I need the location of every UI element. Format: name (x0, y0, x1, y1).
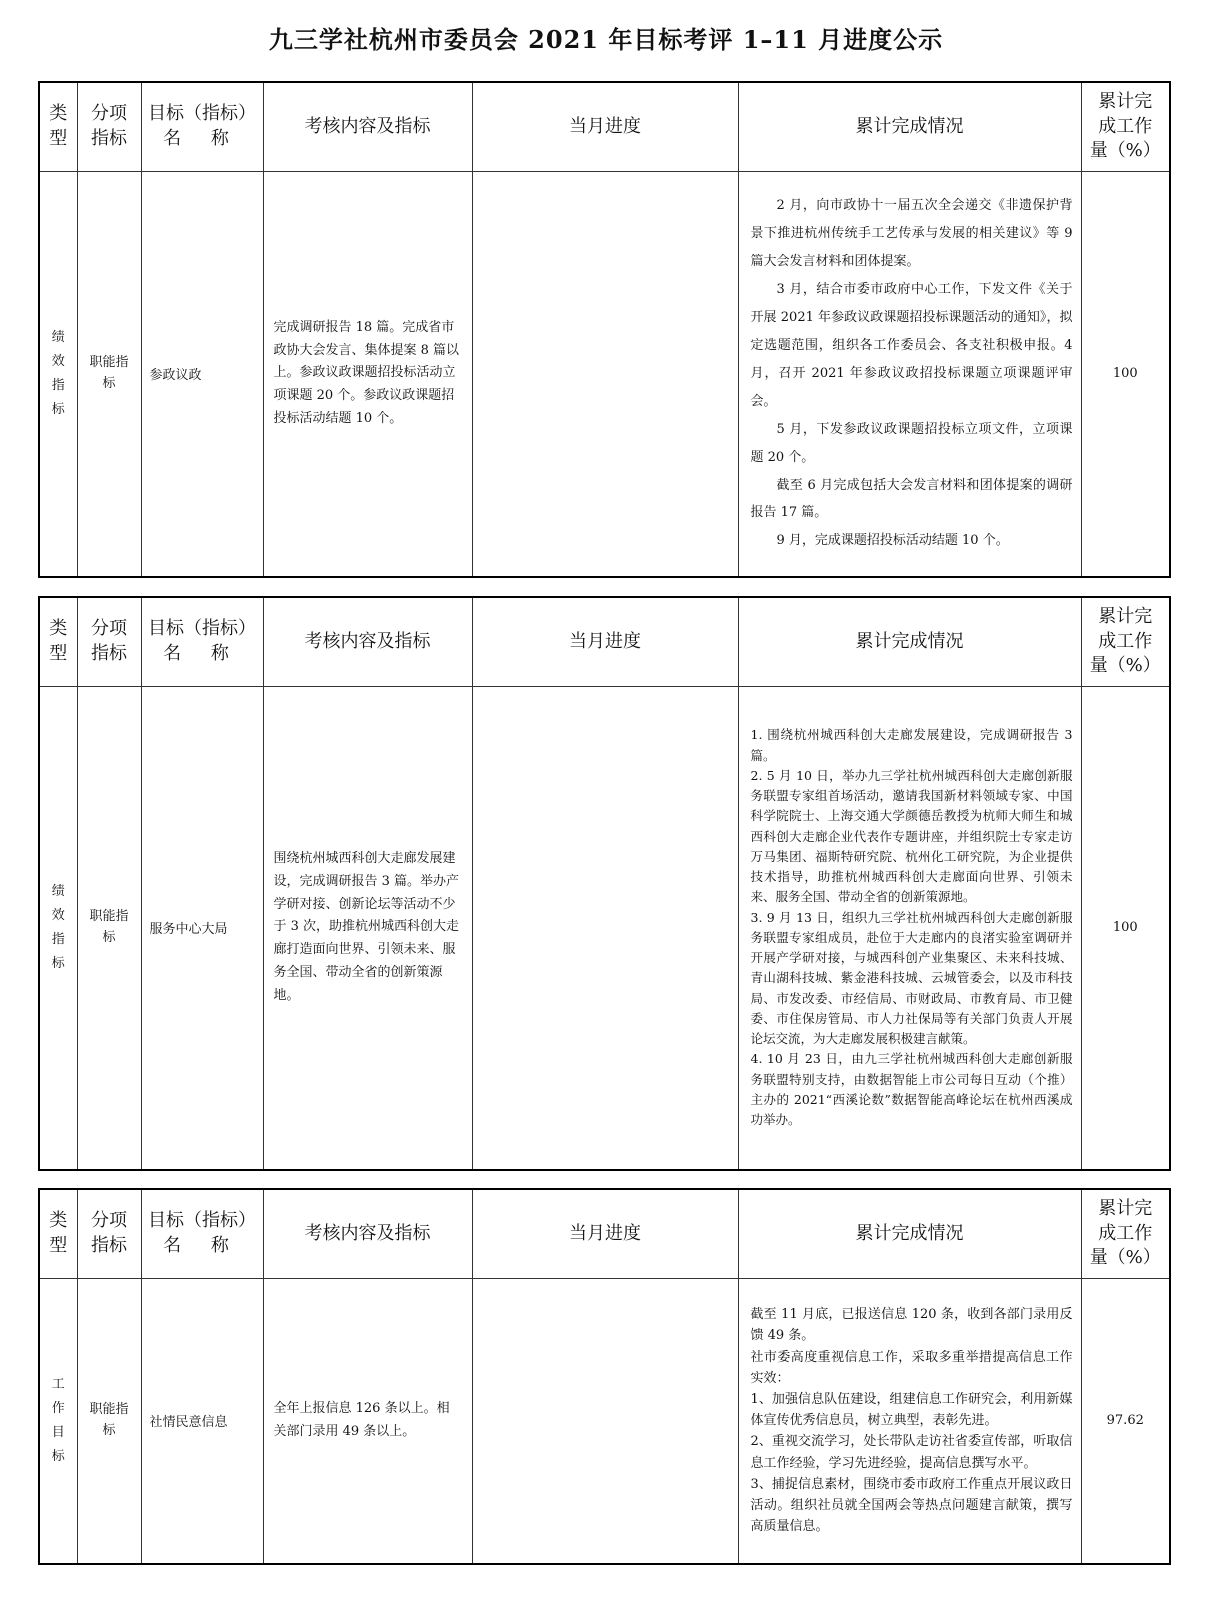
goal-name-cell: 参政议政 (141, 171, 263, 577)
cumulative-cell: 1. 围绕杭州城西科创大走廊发展建设，完成调研报告 3 篇。 2. 5 月 10 日，举办九三学社杭州城西科创大走廊创新服务联盟专家组首场活动，邀请我国新材料领域专家、中国科学院院士、上海交通大学颜德岳教授为杭师大师生和城西科创大走廊企业代表作专题讲座，并组织院士专家走访万马集团、福斯特研究院、杭州化工研究院，为企业提供技术指导，助推杭州城西科创大走廊面向世界、引领未来、服务全国、带动全省的创新策源地。 3. 9 月 13 日，组织九三学社杭州城西科创大走廊创新服务联盟专家组成员，赴位于大走廊内的良渚实验室调研并开展产学研对接，与城西科创产业集聚区、未来科技城、青山湖科技城、紫金港科技城、云城管委会，以及市科技局、市发改委、市经信局、市财政局、市教育局、市卫健委、市住保房管局、市人力社保局等有关部门负责人开展论坛交流，为大走廊发展积极建言献策。 4. 10 月 23 日，由九三学社杭州城西科创大走廊创新服务联盟特别支持，由数据智能上市公司每日互动（个推）主办的 2021“西溪论数”数据智能高峰论坛在杭州西溪成功举办。 (738, 686, 1081, 1170)
header-type: 类 型 (39, 1189, 77, 1278)
header-row (39, 597, 1170, 686)
header-month-progress: 当月进度 (472, 1189, 738, 1278)
header-row (39, 82, 1170, 171)
sub-indicator-cell: 职能指 标 (77, 171, 141, 577)
sub-indicator-cell: 职能指 标 (77, 686, 141, 1170)
goal-name-cell: 社情民意信息 (141, 1278, 263, 1564)
header-type: 类 型 (39, 597, 77, 686)
page-title: 九三学社杭州市委员会 2021 年目标考评 1–11 月进度公示 (268, 25, 944, 54)
table-row (39, 686, 1170, 1170)
header-goal-name: 目标（指标） 名 称 (141, 1189, 263, 1278)
content-cell: 全年上报信息 126 条以上。相关部门录用 49 条以上。 (263, 1278, 472, 1564)
cumulative-cell: 2 月，向市政协十一届五次全会递交《非遗保护背景下推进杭州传统手工艺传承与发展的相关建议》等 9 篇大会发言材料和团体提案。 3 月，结合市委市政府中心工作，下发文件《关于开展 2021 年参政议政课题招投标课题活动的通知》，拟定选题范围，组织各工作委员会、各支社积极申报。4 月，召开 2021 年参政议政招投标课题立项课题评审会。 5 月，下发参政议政课题招投标立项文件，立项课题 20 个。 截至 6 月完成包括大会发言材料和团体提案的调研报告 17 篇。 9 月，完成课题招投标活动结题 10 个。 (738, 171, 1081, 577)
content-cell: 围绕杭州城西科创大走廊发展建设，完成调研报告 3 篇。举办产学研对接、创新论坛等活动不少于 3 次，助推杭州城西科创大走廊打造面向世界、引领未来、服务全国、带动全省的创新策源地。 (263, 686, 472, 1170)
completion-pct-cell: 97.62 (1081, 1278, 1170, 1564)
header-sub-indicator: 分项 指标 (77, 597, 141, 686)
header-month-progress: 当月进度 (472, 82, 738, 171)
header-cumulative: 累计完成情况 (738, 82, 1081, 171)
type-cell: 工 作 目 标 (39, 1278, 77, 1564)
goal-name-cell: 服务中心大局 (141, 686, 263, 1170)
header-cumulative: 累计完成情况 (738, 597, 1081, 686)
assessment-table-2 (38, 596, 1171, 1171)
table-row (39, 171, 1170, 577)
cumulative-cell: 截至 11 月底，已报送信息 120 条，收到各部门录用反馈 49 条。 社市委高度重视信息工作，采取多重举措提高信息工作实效： 1、加强信息队伍建设，组建信息工作研究会，利用新媒体宣传优秀信息员，树立典型，表彰先进。 2、重视交流学习，处长带队走访社省委宣传部，听取信息工作经验，学习先进经验，提高信息撰写水平。 3、捕捉信息素材，围绕市委市政府工作重点开展议政日活动。组织社员就全国两会等热点问题建言献策，撰写高质量信息。 (738, 1278, 1081, 1564)
header-sub-indicator: 分项 指标 (77, 82, 141, 171)
header-completion-pct: 累计完 成工作 量（%） (1081, 1189, 1170, 1278)
header-month-progress: 当月进度 (472, 597, 738, 686)
completion-pct-cell: 100 (1081, 171, 1170, 577)
header-completion-pct: 累计完 成工作 量（%） (1081, 82, 1170, 171)
table-row (39, 1278, 1170, 1564)
content-cell: 完成调研报告 18 篇。完成省市政协大会发言、集体提案 8 篇以上。参政议政课题招投标活动立项课题 20 个。参政议政课题招投标活动结题 10 个。 (263, 171, 472, 577)
month-progress-cell (472, 1278, 738, 1564)
header-sub-indicator: 分项 指标 (77, 1189, 141, 1278)
month-progress-cell (472, 171, 738, 577)
month-progress-cell (472, 686, 738, 1170)
header-goal-name: 目标（指标） 名 称 (141, 82, 263, 171)
header-content: 考核内容及指标 (263, 82, 472, 171)
assessment-table-1 (38, 81, 1171, 578)
header-cumulative: 累计完成情况 (738, 1189, 1081, 1278)
header-type: 类 型 (39, 82, 77, 171)
header-completion-pct: 累计完 成工作 量（%） (1081, 597, 1170, 686)
header-content: 考核内容及指标 (263, 597, 472, 686)
header-content: 考核内容及指标 (263, 1189, 472, 1278)
header-row (39, 1189, 1170, 1278)
assessment-table-3 (38, 1188, 1171, 1565)
completion-pct-cell: 100 (1081, 686, 1170, 1170)
type-cell: 绩 效 指 标 (39, 686, 77, 1170)
type-cell: 绩 效 指 标 (39, 171, 77, 577)
sub-indicator-cell: 职能指 标 (77, 1278, 141, 1564)
header-goal-name: 目标（指标） 名 称 (141, 597, 263, 686)
